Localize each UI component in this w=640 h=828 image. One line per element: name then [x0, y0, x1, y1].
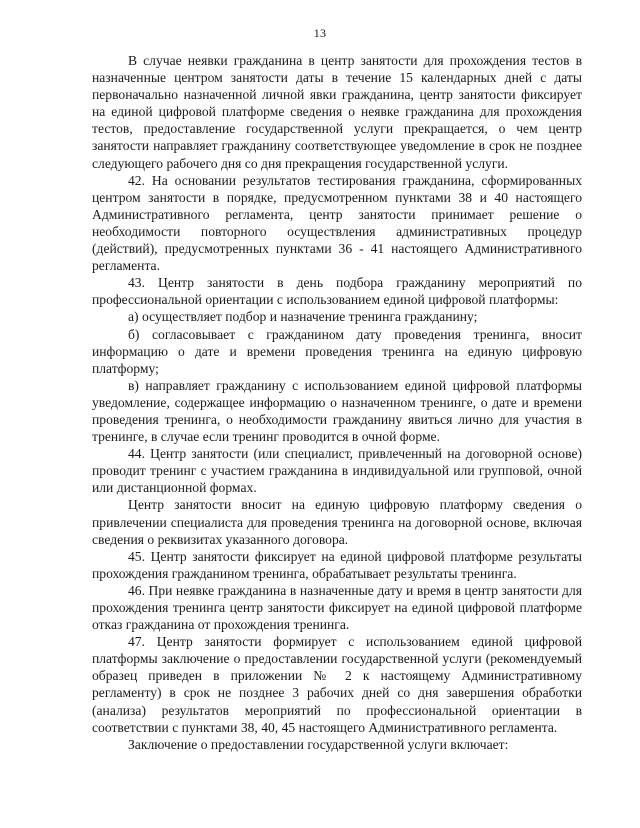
paragraph-43-a: а) осуществляет подбор и назначение тренинга гражданину;	[128, 309, 478, 325]
document-body	[92, 52, 582, 753]
paragraph-43: 43. Центр занятости в день подбора гражданину мероприятий по профессиональной ориентации с использованием единой цифровой платформы:	[92, 275, 582, 308]
paragraph-45: 45. Центр занятости фиксирует на единой цифровой платформе результаты прохождения гражданином тренинга, обрабатывает результаты тренинга.	[92, 548, 582, 581]
paragraph-46: 46. При неявке гражданина в назначенные дату и время в центр занятости для прохождения тренинга центр занятости фиксирует на единой цифровой платформе отказ гражданина от прохождения тренинга.	[92, 582, 582, 633]
paragraph-44-specialist: Центр занятости вносит на единую цифровую платформу сведения о привлечении специалиста для проведения тренинга на договорной основе, включая сведения о реквизитах указанного договора.	[92, 497, 582, 547]
paragraph-47: 47. Центр занятости формирует с использованием единой цифровой платформы заключение о предоставлении государственной услуги (рекомендуемый образец приведен в приложении № 2 к настоящему Административному регламенту) в срок не позднее 3 рабочих дней со дня завершения обработки (анализа) результатов мероприятий по профессиональной ориентации в соответствии с пунктами 38, 40, 45 настоящего Административного регламента.	[92, 634, 582, 735]
page-number: 13	[313, 26, 327, 40]
paragraph-conclusion-includes: Заключение о предоставлении государственной услуги включает:	[128, 736, 509, 752]
paragraph-43-v: в) направляет гражданину с использованием единой цифровой платформы уведомление, содержащее информацию о назначенном тренинге, о дате и времени проведения тренинга, о необходимости гражданину явиться лично для участия в тренинге, в случае если тренинг проводится в очной форме.	[92, 377, 582, 445]
paragraph-no-show-tests: В случае неявки гражданина в центр занятости для прохождения тестов в назначенные центром занятости даты в течение 15 календарных дней с даты первоначально назначенной личной явки гражданина, центр занятости фиксирует на единой цифровой платформе сведения о неявке гражданина для прохождения тестов, предоставление государственной услуги прекращается, о чем центр занятости направляет гражданину соответствующее уведомление в срок не позднее следующего рабочего дня со дня прекращения государственной услуги.	[92, 53, 582, 171]
paragraph-42: 42. На основании результатов тестирования гражданина, сформированных центром занятости в порядке, предусмотренном пунктами 38 и 40 настоящего Административного регламента, центр занятости принимает решение о необходимости повторного осуществления административных процедур (действий), предусмотренных пунктами 36 - 41 настоящего Административного регламента.	[92, 172, 582, 274]
paragraph-43-b: б) согласовывает с гражданином дату проведения тренинга, вносит информацию о дате и времени проведения тренинга на единую цифровую платформу;	[92, 326, 582, 376]
paragraph-44: 44. Центр занятости (или специалист, привлеченный на договорной основе) проводит тренинг с участием гражданина в индивидуальной или групповой, очной или дистанционной формах.	[92, 446, 582, 496]
